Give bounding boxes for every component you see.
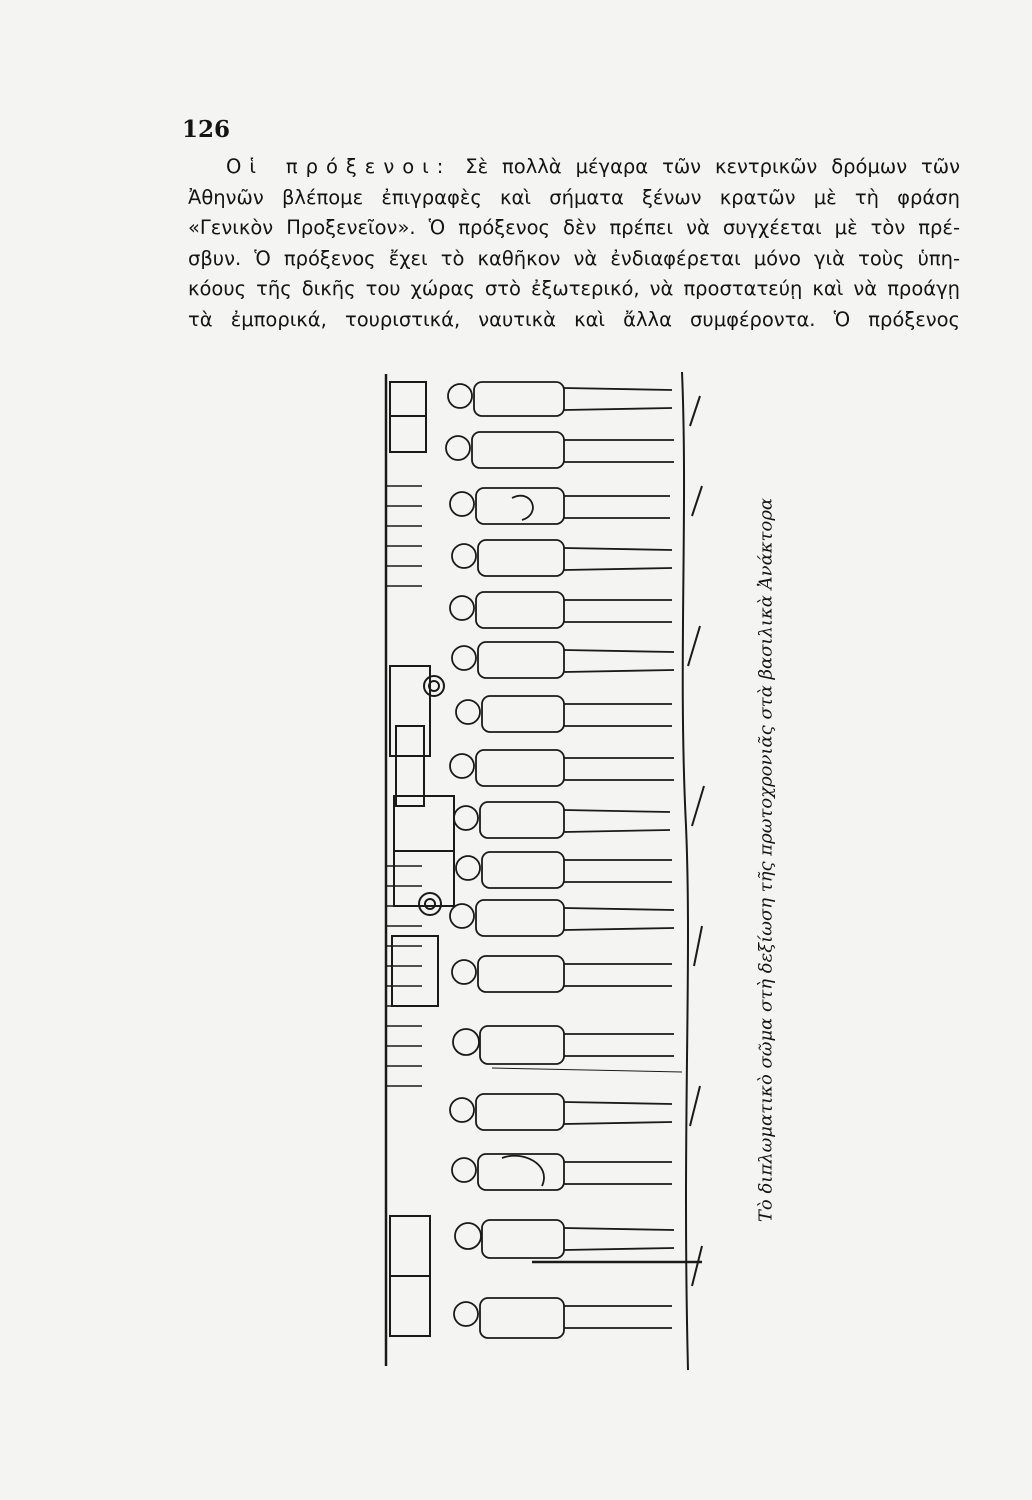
paragraph-line-1: [188, 152, 960, 183]
paragraph-line-4: σβυν. Ὁ πρόξενος ἔχει τὸ καθῆκον νὰ ἐνδιαφέρεται μόνο γιὰ τοὺς ὑπη-: [188, 246, 960, 270]
line-1-text: Σὲ πολλὰ μέγαρα τῶν κεντρικῶν δρόμων τῶν: [465, 155, 960, 178]
diplomatic-corps-drawing: [382, 366, 724, 1376]
paragraph-line-6: τὰ ἐμπορικά, τουριστικά, ναυτικὰ καὶ ἄλλα συμφέροντα. Ὁ πρόξενος: [188, 307, 960, 331]
paragraph-line-2: Ἀθηνῶν βλέπομε ἐπιγραφὲς καὶ σήματα ξένων κρατῶν μὲ τὴ φράση: [188, 185, 960, 209]
drawing-figures: [446, 382, 702, 1338]
paragraph-line-3: «Γενικὸν Προξενεῖον». Ὁ πρόξενος δὲν πρέπει νὰ συγχέεται μὲ τὸν πρέ-: [188, 216, 960, 239]
body-paragraph: [188, 152, 960, 335]
figure-caption-wrap: [742, 380, 790, 1340]
figure-caption: Τὸ διπλωματικὸ σῶμα στὴ δεξίωση τῆς πρωτοχρονιᾶς στὰ βασιλικὰ Ἀνάκτορα: [755, 497, 777, 1223]
section-heading: Οἱ πρόξενοι:: [226, 155, 452, 178]
figure-row: [446, 382, 702, 1338]
paragraph-line-5: κόους τῆς δικῆς του χώρας στὸ ἐξωτερικό, νὰ προστατεύῃ καὶ νὰ προάγῃ: [188, 277, 960, 300]
page-number: 126: [182, 116, 231, 143]
